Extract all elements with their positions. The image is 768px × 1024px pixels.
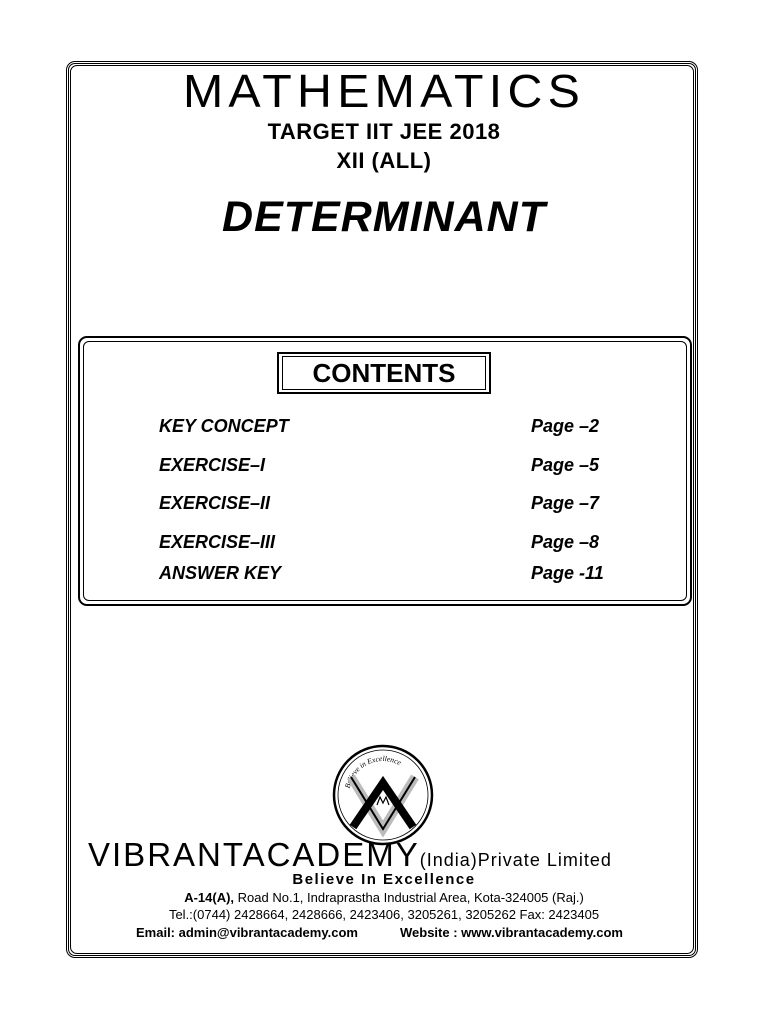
address-rest: Road No.1, Indraprastha Industrial Area, Kota-324005 (Raj.) — [234, 890, 584, 905]
target-exam: TARGET IIT JEE 2018 — [267, 119, 501, 144]
toc-item-page: Page –8 — [531, 532, 600, 552]
toc-item-label: KEY CONCEPT — [159, 416, 289, 436]
toc-item-page: Page –5 — [531, 455, 600, 475]
institute-name-main: VIBRANTACADEMY — [88, 836, 420, 873]
contents-title: CONTENTS — [312, 358, 456, 388]
toc-item-label: EXERCISE–II — [159, 493, 271, 513]
academy-logo-icon — [331, 743, 435, 847]
toc-item-page: Page -11 — [531, 563, 604, 583]
website-link[interactable]: Website : www.vibrantacademy.com — [400, 925, 623, 940]
class-label: XII (ALL) — [336, 148, 432, 173]
motto: Believe In Excellence — [292, 871, 476, 888]
address — [0, 890, 768, 905]
telephone: Tel.:(0744) 2428664, 2428666, 2423406, 3205261, 3205262 Fax: 2423405 — [168, 907, 600, 922]
institute-name-suffix: (India)Private Limited — [419, 850, 612, 870]
institute-name — [88, 836, 612, 874]
svg-text:Believe in Excellence: Believe in Excellence — [342, 753, 403, 790]
toc-item-label: EXERCISE–III — [159, 532, 276, 552]
toc-item-label: ANSWER KEY — [159, 563, 282, 583]
toc-item-page: Page –7 — [531, 493, 600, 513]
address-bold: A-14(A), — [184, 890, 235, 905]
toc-item-label: EXERCISE–I — [159, 455, 266, 475]
email-link[interactable]: Email: admin@vibrantacademy.com — [136, 925, 358, 940]
topic-title: DETERMINANT — [222, 193, 546, 241]
toc-item-page: Page –2 — [531, 416, 600, 436]
subject-title: MATHEMATICS — [182, 65, 586, 117]
